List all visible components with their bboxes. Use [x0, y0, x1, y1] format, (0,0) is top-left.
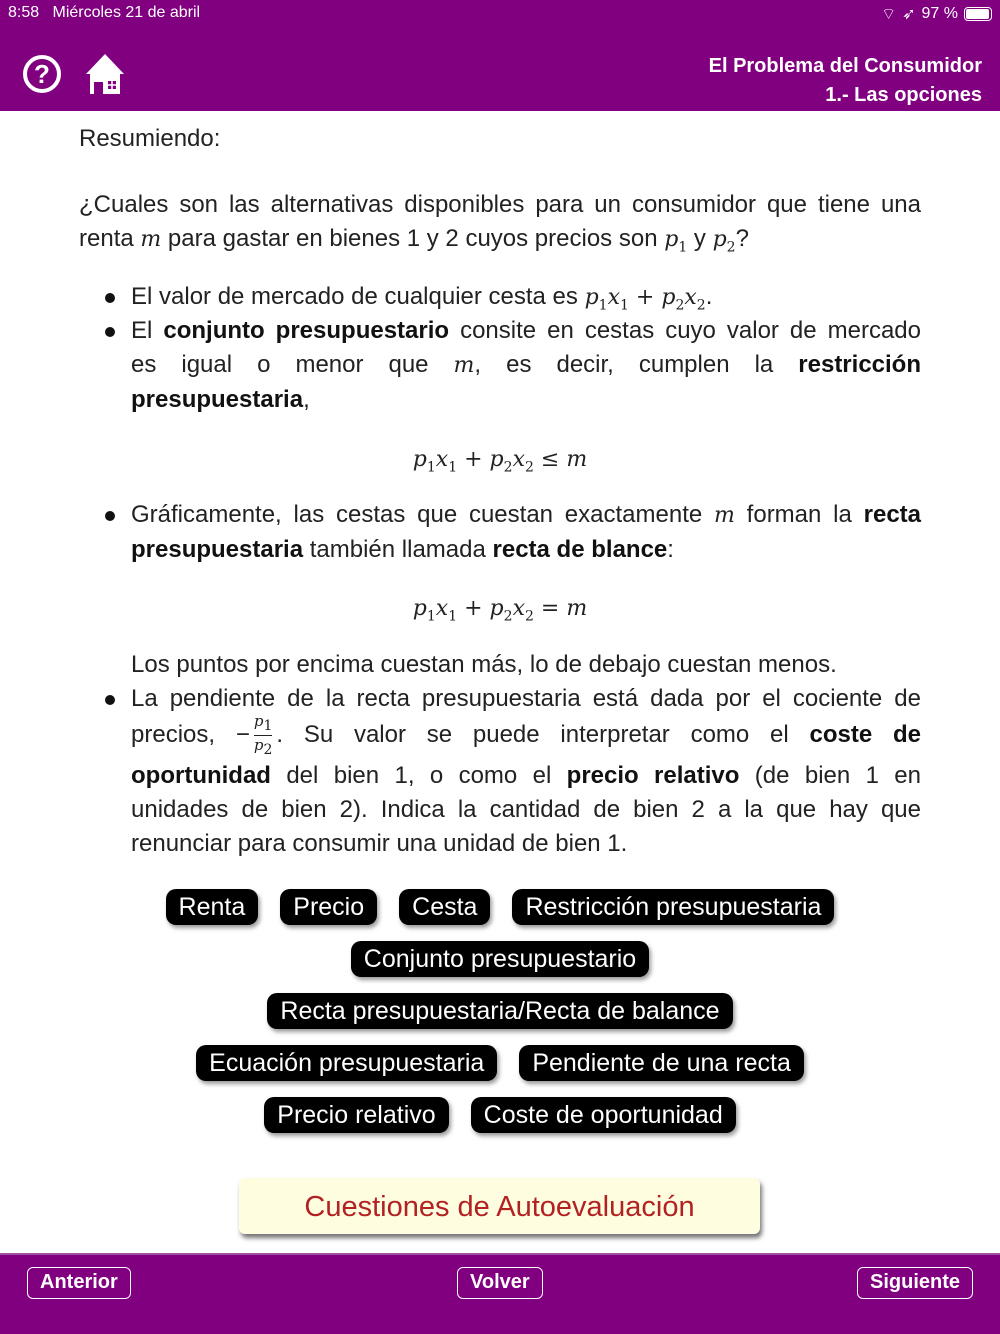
budget-equation: [79, 591, 921, 633]
concept-chip[interactable]: Coste de oportunidad: [471, 1097, 736, 1133]
status-time-date: [8, 4, 200, 22]
concept-chip[interactable]: Ecuación presupuestaria: [196, 1045, 497, 1081]
math-expression: m: [714, 503, 735, 528]
concept-chips: [0, 889, 1000, 1149]
subtitle-line: 1.- Las opciones: [825, 84, 982, 106]
text-segment: El valor de mercado de cualquier cesta es: [131, 283, 585, 310]
bold-term: recta: [863, 501, 921, 528]
concept-chip[interactable]: Recta presupuestaria/Recta de balance: [267, 993, 732, 1029]
text-segment: y: [687, 225, 713, 252]
text-line: La pendiente de la recta presupuestaria está dada por el cociente de: [131, 685, 921, 712]
math-expression: $p_1x_1 + p_2x_2$: [584, 285, 706, 314]
text-line: [131, 498, 921, 533]
bullet-list: [79, 280, 921, 880]
battery-percent: 97 %: [921, 5, 958, 22]
text-segment: (de bien 1 en: [739, 762, 922, 789]
concept-chip[interactable]: Restricción presupuestaria: [512, 889, 834, 925]
title-line: El Problema del Consumidor: [708, 55, 982, 77]
self-assessment-button[interactable]: Cuestiones de Autoevaluación: [239, 1178, 760, 1234]
chip-row: [0, 1045, 1000, 1081]
text-line: renunciar para consumir una unidad de bien 1.: [131, 830, 628, 857]
help-icon: [22, 54, 62, 94]
text-segment: ≤: [540, 447, 560, 472]
text-segment: forman la: [734, 501, 864, 528]
text-segment: .: [705, 283, 713, 310]
price-ratio-fraction: [254, 712, 273, 759]
wifi-icon: ⌔: [881, 6, 897, 23]
text-segment: ,: [303, 386, 310, 413]
text-segment: ?: [735, 225, 749, 252]
text-segment: :: [667, 536, 674, 563]
battery-icon: [964, 7, 992, 21]
bullet-budget-line: [79, 498, 921, 567]
home-icon: [84, 52, 126, 96]
bold-term: oportunidad: [131, 762, 271, 789]
next-button[interactable]: Siguiente: [857, 1267, 973, 1299]
concept-chip[interactable]: Cesta: [399, 889, 490, 925]
page-title: [709, 52, 982, 110]
concept-chip[interactable]: Renta: [166, 889, 259, 925]
svg-text:?: ?: [34, 59, 50, 89]
text-segment: , es decir, cumplen la: [474, 351, 799, 378]
text-segment: precios,: [131, 720, 236, 748]
text-segment: del bien 1, o como el: [270, 762, 567, 789]
concept-chip[interactable]: Pendiente de una recta: [519, 1045, 804, 1081]
text-segment: $p_2$: [253, 736, 273, 758]
bold-term: precio relativo: [566, 762, 740, 789]
home-button[interactable]: [84, 52, 126, 101]
status-date: Miércoles 21 de abril: [52, 4, 201, 21]
intro-paragraph: [79, 188, 921, 264]
text-segment: es igual o menor que: [131, 351, 454, 378]
math-expression: $p_1x_1 + p_2x_2 \le m$: [412, 447, 588, 476]
text-segment: para gastar en bienes 1 y 2 cuyos precios son: [161, 225, 665, 252]
bullet-slope: [79, 682, 921, 861]
bold-term: recta de blance: [492, 536, 668, 563]
text-line: [131, 314, 921, 348]
text-line: [131, 712, 921, 759]
math-expression: m: [140, 227, 162, 252]
header-bar: [0, 0, 1000, 111]
intro-line: ¿Cuales son las alternativas disponibles para un consumidor que tiene una: [79, 191, 921, 218]
text-segment: −: [235, 720, 250, 748]
text-line: [131, 533, 921, 567]
math-expression: $p_1x_1 + p_2x_2 = m$: [412, 596, 588, 625]
bold-term: restricción: [798, 351, 921, 378]
text-segment: $p_1$: [253, 712, 273, 734]
concept-chip[interactable]: Conjunto presupuestario: [351, 941, 649, 977]
math-expression: m: [453, 353, 475, 378]
text-segment: . Su valor se puede interpretar como el: [276, 720, 810, 748]
text-line: unidades de bien 2). Indica la cantidad de bien 2 a la que hay que: [131, 796, 921, 823]
bold-term: coste de: [809, 720, 922, 748]
bullet-budget-set: [79, 314, 921, 417]
text-segment: también llamada: [303, 536, 493, 563]
text-line: [131, 383, 921, 417]
text-segment: renta: [79, 225, 141, 252]
bold-term: conjunto presupuestario: [163, 317, 450, 344]
chip-row: [0, 889, 1000, 925]
text-segment: El: [131, 317, 164, 344]
note-text: Los puntos por encima cuestan más, lo de debajo cuestan menos.: [131, 651, 837, 678]
concept-chip[interactable]: Precio: [280, 889, 377, 925]
bold-term: presupuestaria: [131, 536, 304, 563]
text-segment: consite en cestas cuyo valor de mercado: [449, 317, 922, 344]
previous-button[interactable]: Anterior: [27, 1267, 131, 1299]
help-button[interactable]: [22, 54, 62, 99]
intro-line: [79, 222, 921, 264]
text-line: [131, 348, 921, 383]
budget-inequality: [79, 442, 921, 484]
bold-term: presupuestaria: [131, 386, 304, 413]
math-expression: $p_2$: [712, 227, 736, 256]
back-button[interactable]: Volver: [457, 1267, 543, 1299]
chip-row: [0, 1097, 1000, 1133]
status-indicators: [881, 4, 992, 24]
heading: Resumiendo:: [79, 125, 221, 152]
text-line: [131, 759, 921, 793]
status-time: 8:58: [8, 4, 40, 21]
location-icon: ➶: [902, 6, 916, 23]
text-segment: =: [540, 596, 560, 621]
chip-row: [0, 941, 1000, 977]
concept-chip[interactable]: Precio relativo: [264, 1097, 448, 1133]
text-segment: Gráficamente, las cestas que cuestan exactamente: [131, 501, 715, 528]
chip-row: [0, 993, 1000, 1029]
footer-bar: [0, 1253, 1000, 1334]
math-expression: $p_1$: [664, 227, 688, 256]
